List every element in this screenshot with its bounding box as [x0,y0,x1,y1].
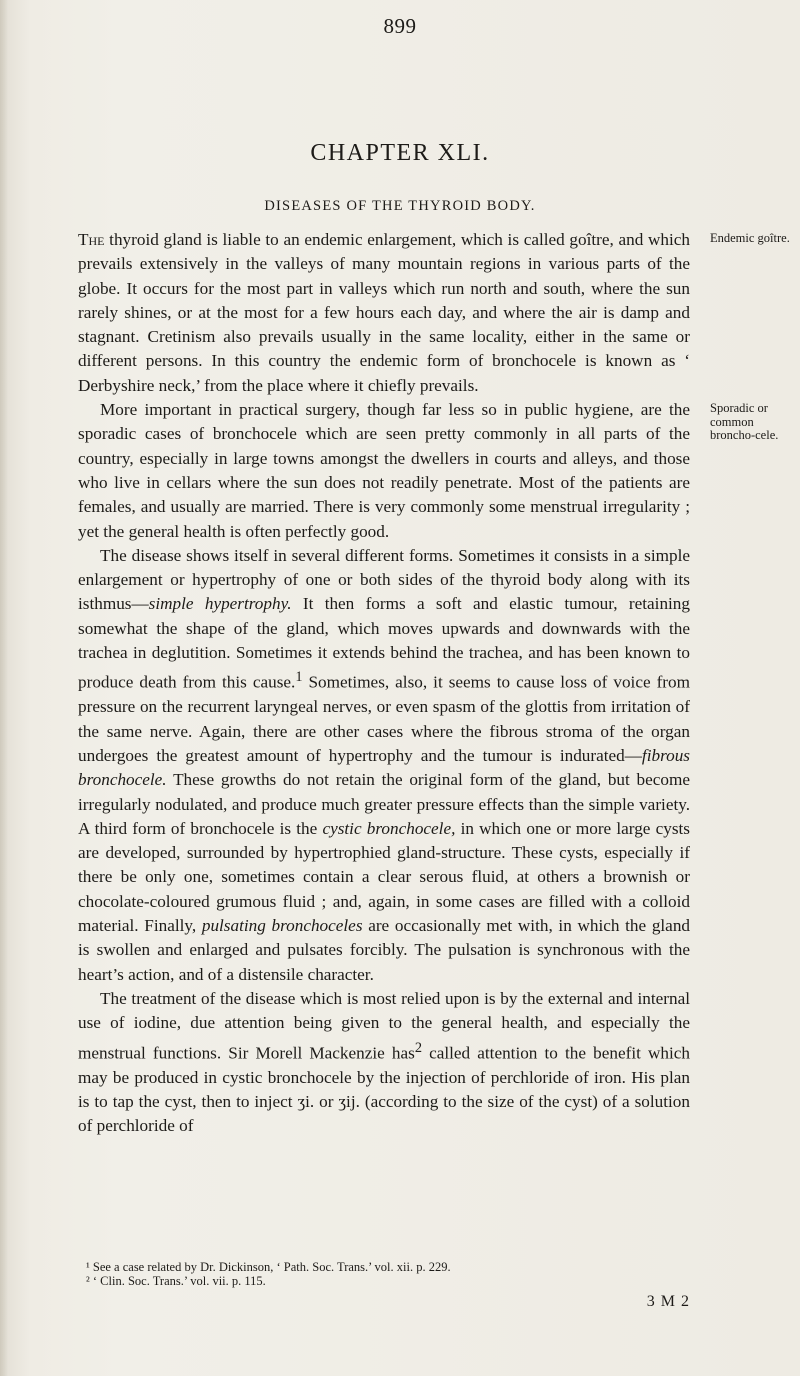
body-text [78,228,690,1138]
lead-word: The [78,230,105,249]
italic-term: fibrous bronchocele. [78,745,690,790]
chapter-subtitle: DISEASES OF THE THYROID BODY. [264,198,536,214]
footnotes [78,1260,690,1288]
text-run: called attention to the benefit which may be produced in cystic bronchocele by the injection of perchloride of iron. His plan is to tap the cyst, then to inject ʒi. or ʒij. (according to the size of the cyst) of a solution of perchloride of [78,1043,690,1136]
text-run: in which one or more large cysts are developed, surrounded by hypertrophied gland-structure. These cysts, especially if there be only one, sometimes contain a clear serous fluid, at others a brownish or chocolate-coloured grumous fluid ; and, again, in some cases are filled with a colloid material. Finally, [78,818,690,936]
margin-note-endemic: Endemic goître. [710,231,790,245]
paragraph-sporadic-bronchocele: More important in practical surgery, though far less so in public hygiene, are the sporadic cases of bronchocele which are seen pretty commonly in all parts of the country, especially in large towns amongst the dwellers in courts and alleys, and those who live in cellars where the sun does not readily penetrate. Most of the patients are females, and usually are married. There is very commonly some menstrual irregularity ; yet the general health is often perfectly good. [78,400,690,541]
footnote-ref: 1 [295,669,303,686]
paragraph-text: thyroid gland is liable to an endemic enlargement, which is called goître, and which prevails extensively in the valleys of many mountain regions in various parts of the globe. It occurs for the most part in valleys which run north and south, where the sun rarely shines, or at the most for a few hours each day, and where the air is damp and stagnant. Cretinism also prevails usually in the same locality, either in the same or different persons. In this country the endemic form of bronchocele is known as ‘ Derbyshire neck,’ from the place where it chiefly prevails. [78,230,690,395]
paragraph-forms-of-disease [78,544,690,987]
footnote-1: ¹ See a case related by Dr. Dickinson, ‘ Path. Soc. Trans.’ vol. xii. p. 229. [86,1260,451,1274]
text-run: The disease shows itself in several different forms. Sometimes it consists in a simple enlargement or hypertrophy of one or both sides of the thyroid body along with its isthmus— [78,545,690,614]
text-run: It then forms a soft and elastic tumour, retaining somewhat the shape of the gland, which moves upwards and downwards with the trachea in deglutition. Sometimes it extends behind the trachea, and has been known to produce death from this cause. [78,594,690,693]
text-run: Sometimes, also, it seems to cause loss of voice from pressure on the recurrent laryngeal nerves, or even spasm of the glottis from irritation of the same nerve. Again, there are other cases where the fibrous stroma of the organ undergoes the greatest amount of hypertrophy and the tumour is indurated— [78,673,690,765]
italic-term: cystic bronchocele, [322,818,456,838]
italic-term: simple hypertrophy. [148,594,292,614]
signature-mark: 3 M 2 [646,1293,690,1310]
italic-term: pulsating bronchoceles [201,916,363,936]
paragraph-treatment [78,987,690,1139]
page-number: 899 [383,14,417,38]
chapter-title: CHAPTER XLI. [310,140,490,166]
text-run: The treatment of the disease which is most relied upon is by the external and internal use of iodine, due attention being given to the general health, and especially the menstrual functions. Sir Morell Mackenzie has [78,988,690,1063]
footnote-ref: 2 [414,1039,422,1056]
margin-note-sporadic: Sporadic or common broncho-cele. [710,401,779,442]
paragraph-endemic-goitre [78,228,690,398]
text-run: are occasionally met with, in which the gland is swollen and enlarged and pulsates forcibly. The pulsation is synchronous with the heart’s action, and of a distensile character. [78,916,691,984]
text-run: These growths do not retain the original form of the gland, but become irregularly nodulated, and produce much greater pressure effects than the simple variety. A third form of bronchocele is the [78,770,690,838]
footnote-2: ² ‘ Clin. Soc. Trans.’ vol. vii. p. 115. [86,1274,266,1288]
